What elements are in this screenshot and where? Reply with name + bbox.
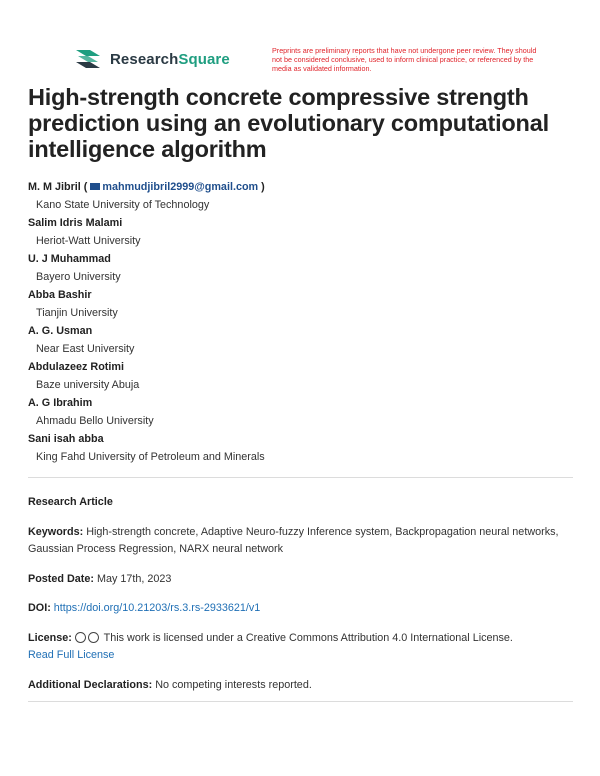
- author-affiliation: Baze university Abuja: [36, 379, 140, 391]
- author-name: A. G Ibrahim: [28, 397, 93, 409]
- author-affiliation: Near East University: [36, 343, 135, 355]
- posted-date-label: Posted Date:: [28, 573, 94, 585]
- author-name: Salim Idris Malami: [28, 217, 123, 229]
- author-affiliation: Tianjin University: [36, 307, 118, 319]
- author-entry: [28, 217, 573, 253]
- paper-title: High-strength concrete compressive strength prediction using an evolutionary computational intelligence algorithm: [28, 84, 549, 162]
- author-name: A. G. Usman: [28, 325, 93, 337]
- keywords: [28, 524, 573, 558]
- research-square-logo[interactable]: [74, 46, 230, 72]
- author-entry: [28, 361, 573, 397]
- mail-icon: [90, 183, 100, 190]
- additional-declarations: [28, 677, 573, 694]
- author-entry: [28, 433, 573, 469]
- author-entry: [28, 325, 573, 361]
- author-name: Sani isah abba: [28, 433, 104, 445]
- author-affiliation: Heriot-Watt University: [36, 235, 141, 247]
- author-list: [28, 181, 573, 469]
- research-square-logo-icon: [74, 46, 104, 72]
- author-entry: [28, 289, 573, 325]
- author-name: Abdulazeez Rotimi: [28, 361, 124, 373]
- author-affiliation: King Fahd University of Petroleum and Minerals: [36, 451, 265, 463]
- cc-icon: [75, 632, 86, 643]
- doi-label: DOI:: [28, 602, 51, 614]
- cc-by-icon: [88, 632, 99, 643]
- preprint-notice: Preprints are preliminary reports that have not undergone peer review. They should not be considered conclusive, used to inform clinical practice, or referenced by the media as validated information.: [272, 46, 537, 73]
- author-affiliation: Bayero University: [36, 271, 121, 283]
- author-email-link[interactable]: mahmudjibril2999@gmail.com: [102, 181, 259, 193]
- article-type: [28, 494, 573, 511]
- author-name: M. M Jibril: [28, 181, 81, 193]
- logo-word-research: Research: [110, 50, 179, 68]
- keywords-value: High-strength concrete, Adaptive Neuro-fuzzy Inference system, Backpropagation neural networks, Gaussian Process Regression, NARX neural network: [28, 526, 559, 555]
- doi-link[interactable]: https://doi.org/10.21203/rs.3.rs-2933621/v1: [53, 602, 261, 614]
- author-entry: M. M Jibril ( mahmudjibril2999@gmail.com ) Kano State University of Technology: [28, 181, 573, 217]
- author-entry: [28, 397, 573, 433]
- doi: [28, 600, 573, 617]
- author-affiliation: Ahmadu Bello University: [36, 415, 154, 427]
- author-entry: [28, 253, 573, 289]
- declarations-value: No competing interests reported.: [155, 679, 312, 691]
- posted-date-value: May 17th, 2023: [97, 573, 172, 585]
- author-name: Abba Bashir: [28, 289, 92, 301]
- header: [74, 46, 544, 76]
- posted-date: [28, 571, 573, 588]
- divider: [28, 477, 573, 478]
- license-label: License:: [28, 632, 72, 644]
- license-text: This work is licensed under a Creative Commons Attribution 4.0 International License.: [103, 632, 513, 644]
- declarations-label: Additional Declarations:: [28, 679, 153, 691]
- keywords-label: Keywords:: [28, 526, 84, 538]
- author-affiliation: Kano State University of Technology: [36, 199, 210, 211]
- divider: [28, 701, 573, 702]
- read-full-license-link[interactable]: Read Full License: [28, 649, 115, 661]
- article-type-label: Research Article: [28, 496, 113, 508]
- author-name: U. J Muhammad: [28, 253, 111, 265]
- license: [28, 630, 573, 664]
- logo-word-square: Square: [178, 50, 230, 68]
